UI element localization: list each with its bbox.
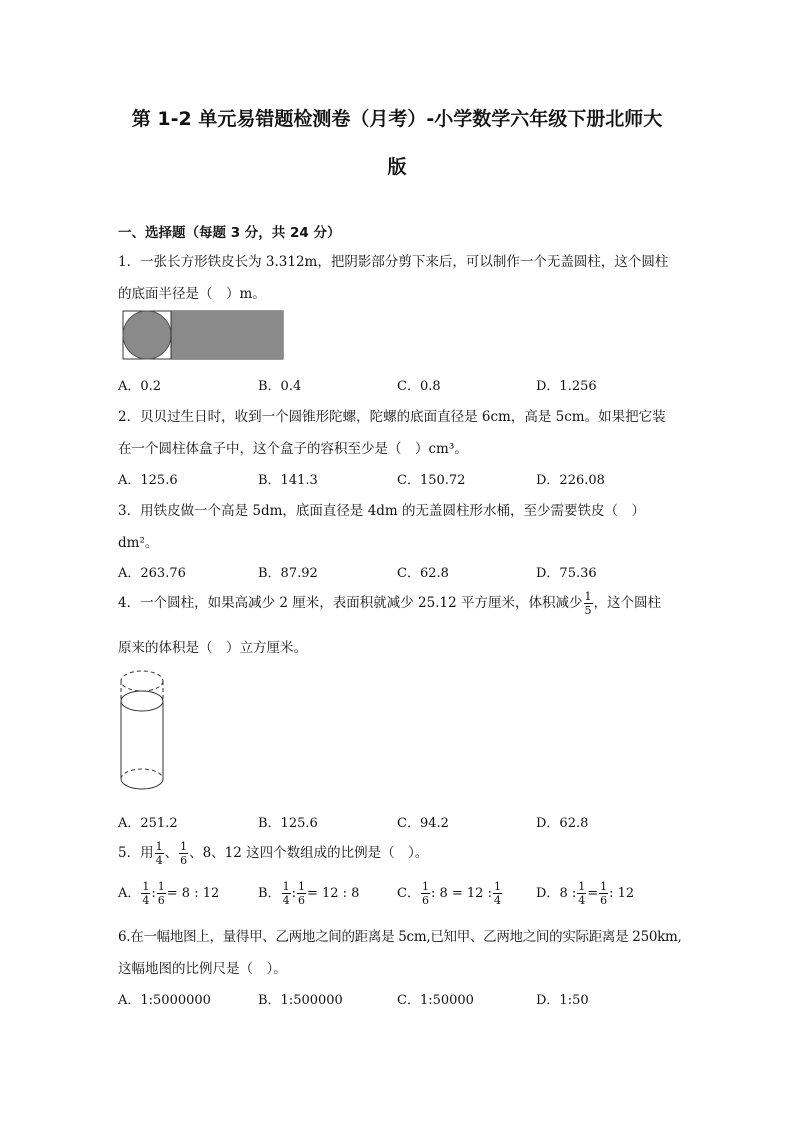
q5-sep: 、 [164,845,179,861]
q2-option-a[interactable]: A．125.6 [118,473,178,488]
q5-f2-den: 6 [180,854,188,867]
q5-c-frac-1 [421,880,430,907]
q4-figure-cylinder [118,668,168,794]
q5-b-f2-den: 6 [297,894,305,907]
q5-fraction-2 [179,840,188,867]
q5-d-f2-den: 6 [600,894,608,907]
q5-a-f2-num: 1 [157,880,165,893]
title-line-1: 第 1-2 单元易错题检测卷（月考）-小学数学六年级下册北师大 [131,108,663,130]
q5-a-f1-den: 4 [142,894,150,907]
q5-c-frac-2 [493,880,502,907]
q5-a-f2-den: 6 [157,894,165,907]
q5-c-f1-den: 6 [421,894,429,907]
q5-question [118,840,428,867]
q5-d-f1-num: 1 [578,880,586,893]
q6-option-c[interactable]: C．1:50000 [397,993,474,1008]
q5-option-c[interactable] [397,880,503,907]
q2-option-d[interactable]: D．226.08 [536,473,605,488]
q5-f1-den: 4 [155,854,163,867]
q5-option-d[interactable] [536,880,634,907]
q5-text-post: 、8、12 这四个数组成的比例是（ ）。 [189,845,429,861]
q4-frac-den: 5 [584,604,592,617]
q4-line-1 [118,590,661,617]
q5-d-frac-2 [599,880,608,907]
q6-option-d[interactable]: D．1:50 [536,993,589,1008]
q4-text-pre: 4．一个圆柱，如果高减少 2 厘米，表面积就减少 25.12 平方厘米，体积减少 [118,595,583,611]
q5-c-mid: : 8 = 12 : [430,886,492,901]
q3-option-c[interactable]: C．62.8 [397,566,449,581]
q3-line-1: 3．用铁皮做一个高是 5dm，底面直径是 4dm 的无盖圆柱形水桶，至少需要铁皮（ ） [118,503,646,519]
q5-c-f1-num: 1 [421,880,429,893]
q1-option-a[interactable]: A．0.2 [118,379,162,394]
q1-figure-rectangle-circle [122,310,286,362]
q4-frac-num: 1 [584,590,592,603]
q2-option-c[interactable]: C．150.72 [397,473,466,488]
q3-option-d[interactable]: D．75.36 [536,566,597,581]
q5-f2-num: 1 [180,840,188,853]
q5-a-rest: = 8 : 12 [166,886,220,901]
q1-option-c[interactable]: C．0.8 [397,379,441,394]
q6-line-2: 这幅地图的比例尺是（ ）。 [118,961,287,977]
q5-b-frac-2 [297,880,306,907]
q5-d-f1-den: 4 [578,894,586,907]
q4-option-a[interactable]: A．251.2 [118,816,178,831]
q6-option-a[interactable]: A．1:5000000 [118,993,211,1008]
q5-d-frac-1 [577,880,586,907]
q1-option-d[interactable]: D．1.256 [536,379,597,394]
q5-b-label: B． [258,886,281,901]
q5-b-f1-den: 4 [282,894,290,907]
q5-d-f2-num: 1 [600,880,608,893]
q5-text-pre: 5．用 [118,845,154,861]
q2-option-b[interactable]: B．141.3 [258,473,318,488]
q5-c-label: C． [397,886,420,901]
q5-a-label: A． [118,886,141,901]
q5-fraction-1 [155,840,164,867]
q1-option-b[interactable]: B．0.4 [258,379,302,394]
q5-c-f2-num: 1 [493,880,501,893]
q5-a-frac-2 [157,880,166,907]
q5-b-frac-1 [282,880,291,907]
q5-option-a[interactable] [118,880,219,907]
q5-b-colon: : [291,886,296,901]
q4-text-post: ，这个圆柱 [593,595,661,611]
q3-option-b[interactable]: B．87.92 [258,566,318,581]
q4-option-b[interactable]: B．125.6 [258,816,318,831]
q5-d-pre: 8 : [559,886,577,901]
q3-line-2: dm²。 [118,535,159,551]
section-heading: 一、选择题（每题 3 分，共 24 分） [118,225,341,241]
q4-line-2: 原来的体积是（ ）立方厘米。 [118,640,307,656]
page-title [100,95,694,191]
q2-line-1: 2．贝贝过生日时，收到一个圆锥形陀螺，陀螺的底面直径是 6cm，高是 5cm。如果把它装 [118,409,666,425]
q5-a-frac-1 [141,880,150,907]
q5-d-eq: = [587,886,599,901]
q5-d-rest: : 12 [609,886,635,901]
q5-d-label: D． [536,886,560,901]
title-line-2: 版 [387,156,407,178]
q2-line-2: 在一个圆柱体盒子中，这个盒子的容积至少是（ ）cm³。 [118,441,468,457]
q4-option-c[interactable]: C．94.2 [397,816,449,831]
q5-b-f2-num: 1 [297,880,305,893]
q4-fraction [584,590,593,617]
q3-option-a[interactable]: A．263.76 [118,566,186,581]
q5-b-f1-num: 1 [282,880,290,893]
q6-option-b[interactable]: B．1:500000 [258,993,343,1008]
q6-line-1: 6.在一幅地图上，量得甲、乙两地之间的距离是 5cm,已知甲、乙两地之间的实际距离是 250km, [118,929,682,945]
q5-option-b[interactable] [258,880,359,907]
q5-b-rest: = 12 : 8 [306,886,360,901]
q5-a-f1-num: 1 [142,880,150,893]
q4-option-d[interactable]: D．62.8 [536,816,589,831]
q5-c-f2-den: 4 [493,894,501,907]
q1-line-2: 的底面半径是（ ）m。 [118,286,266,302]
q5-f1-num: 1 [155,840,163,853]
q5-a-colon: : [151,886,156,901]
q1-line-1: 1．一张长方形铁皮长为 3.312m，把阴影部分剪下来后，可以制作一个无盖圆柱，这个圆柱 [118,254,669,270]
